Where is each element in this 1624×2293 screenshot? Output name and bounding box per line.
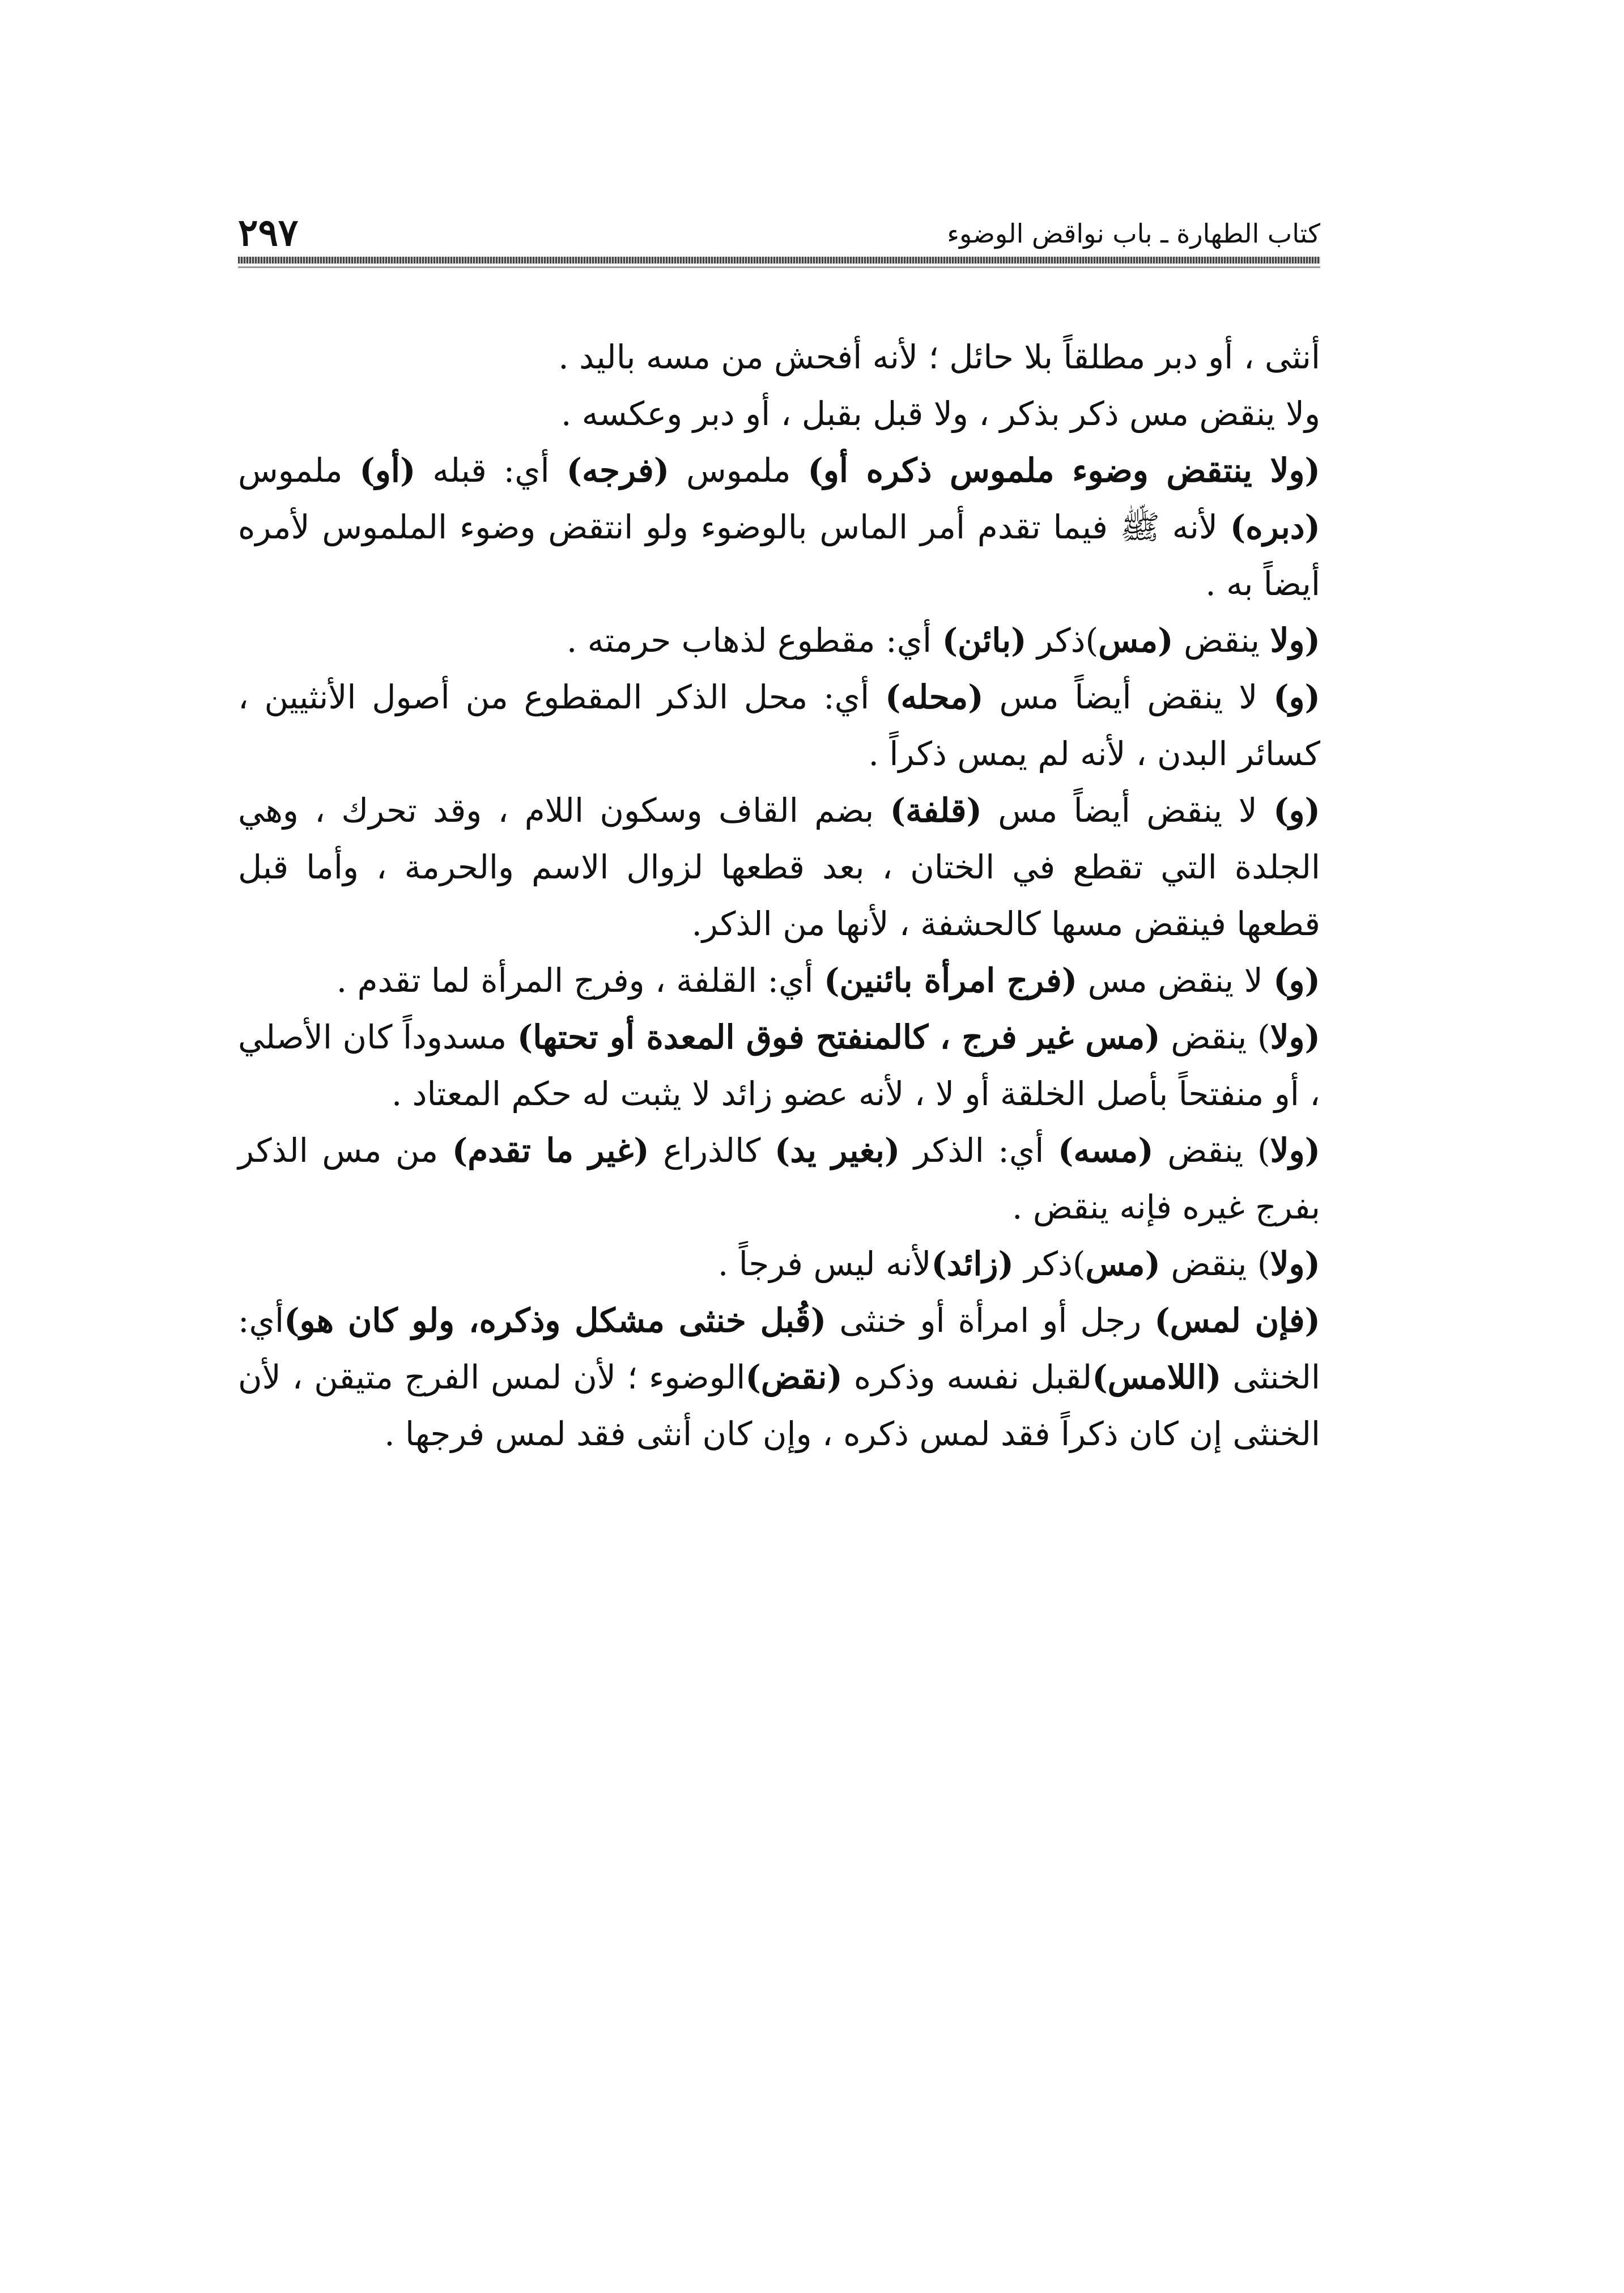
bold-text-run: (فرج امرأة بائنين) bbox=[823, 961, 1078, 1000]
bold-text-run: (أو) bbox=[359, 451, 416, 490]
bold-text-run: (مس غير فرج ، كالمنفتح فوق المعدة أو تحتها) bbox=[517, 1018, 1160, 1056]
text-run: لأنه ﷺ فيما تقدم أمر الماس بالوضوء ولو انتقض وضوء الملموس لأمره أيضاً به . bbox=[238, 508, 1320, 603]
bold-text-run: (فرجه) bbox=[566, 451, 670, 490]
text-run: لأنه ليس فرجاً . bbox=[717, 1245, 932, 1283]
text-run: ) ينقض bbox=[1153, 1131, 1270, 1170]
bold-text-run: (مس bbox=[1085, 1245, 1160, 1283]
text-run: أي: القلفة ، وفرج المرأة لما تقدم . bbox=[336, 961, 824, 1000]
body-text bbox=[238, 329, 1320, 1462]
header-rule bbox=[238, 257, 1320, 264]
paragraph bbox=[238, 669, 1320, 782]
text-run: أي: الخنثى bbox=[238, 1301, 1320, 1396]
bold-text-run: (غير ما تقدم) bbox=[452, 1131, 649, 1170]
text-run: مسدوداً كان الأصلي ، أو منفتحاً بأصل الخلقة أو لا ، لأنه عضو زائد لا يثبت له حكم المعتاد . bbox=[238, 1018, 1320, 1113]
header-rule-thin bbox=[238, 266, 1320, 268]
text-run: لا ينقض مس bbox=[1077, 961, 1274, 1000]
bold-text-run: (دبره) bbox=[1230, 508, 1320, 546]
paragraph bbox=[238, 1009, 1320, 1122]
paragraph bbox=[238, 1235, 1320, 1292]
bold-text-run: (مسه) bbox=[1057, 1131, 1154, 1170]
chapter-title: كتاب الطهارة ـ باب نواقض الوضوء bbox=[947, 218, 1320, 249]
text-run: أنثى ، أو دبر مطلقاً بلا حائل ؛ لأنه أفحش من مسه باليد . bbox=[558, 338, 1320, 376]
text-run: أي: قبله bbox=[415, 451, 567, 490]
text-run: )ذكر bbox=[1013, 1245, 1086, 1283]
text-run: رجل أو امرأة أو خنثى bbox=[826, 1301, 1155, 1340]
text-run: لقبل نفسه وذكره bbox=[842, 1358, 1092, 1396]
bold-text-run: (ولا bbox=[1270, 1018, 1320, 1056]
bold-text-run: (ولا bbox=[1270, 1131, 1321, 1170]
paragraph bbox=[238, 612, 1320, 669]
text-run: أي: الذكر bbox=[900, 1131, 1058, 1170]
bold-text-run: (ولا bbox=[1270, 621, 1320, 660]
bold-text-run: (بغير يد) bbox=[774, 1131, 900, 1170]
text-run: ولا ينقض مس ذكر بذكر ، ولا قبل بقبل ، أو دبر وعكسه . bbox=[560, 394, 1320, 433]
bold-text-run: (و) bbox=[1273, 961, 1320, 1000]
text-run: ملموس bbox=[669, 451, 808, 490]
bold-text-run: (قلفة) bbox=[890, 791, 982, 830]
bold-text-run: (فإن لمس) bbox=[1154, 1301, 1321, 1340]
paragraph bbox=[238, 329, 1320, 385]
text-run: أي: محل الذكر المقطوع من أصول الأنثيين ، كسائر البدن ، لأنه لم يمس ذكراً . bbox=[238, 678, 1320, 773]
bold-text-run: (نقض) bbox=[745, 1358, 843, 1396]
text-run: )ذكر bbox=[1026, 621, 1099, 660]
bold-text-run: (قُبل خنثى مشكل وذكره، ولو كان هو) bbox=[284, 1301, 827, 1340]
paragraph bbox=[238, 385, 1320, 442]
text-run: ) ينقض bbox=[1160, 1245, 1270, 1283]
text-run: لا ينقض أيضاً مس bbox=[983, 678, 1274, 716]
paragraph bbox=[238, 952, 1320, 1009]
text-run: كالذراع bbox=[649, 1131, 775, 1170]
bold-text-run: (مس bbox=[1098, 621, 1174, 660]
paragraph bbox=[238, 782, 1320, 952]
bold-text-run: (ولا ينتقض وضوء ملموس ذكره أو) bbox=[807, 451, 1320, 490]
page-number: ٢٩٧ bbox=[238, 210, 299, 254]
bold-text-run: (محله) bbox=[885, 678, 984, 716]
bold-text-run: (اللامس) bbox=[1092, 1358, 1222, 1396]
bold-text-run: (ولا bbox=[1270, 1245, 1320, 1283]
bold-text-run: (و) bbox=[1273, 791, 1320, 830]
running-header bbox=[238, 210, 1320, 255]
text-run: من مس الذكر بفرج غيره فإنه ينقض . bbox=[238, 1131, 1320, 1226]
bold-text-run: (و) bbox=[1273, 678, 1320, 716]
bold-text-run: (زائد) bbox=[931, 1245, 1014, 1283]
text-run: ملموس bbox=[238, 451, 360, 490]
paragraph bbox=[238, 442, 1320, 612]
paragraph bbox=[238, 1122, 1320, 1235]
text-run: الوضوء ؛ لأن لمس الفرج متيقن ، لأن الخنثى إن كان ذكراً فقد لمس ذكره ، وإن كان أنثى فقد لمس فرجها . bbox=[238, 1358, 1320, 1453]
bold-text-run: (بائن) bbox=[942, 621, 1027, 660]
text-run: ينقض bbox=[1173, 621, 1270, 660]
paragraph bbox=[238, 1292, 1320, 1462]
text-run: بضم القاف وسكون اللام ، وقد تحرك ، وهي الجلدة التي تقطع في الختان ، بعد قطعها لزوال الاسم والحرمة ، وأما قبل قطعها فينقض مسها كالحشفة ، لأنها من الذكر. bbox=[238, 791, 1320, 943]
text-run: ) ينقض bbox=[1160, 1018, 1270, 1056]
text-run: لا ينقض أيضاً مس bbox=[981, 791, 1274, 830]
text-run: أي: مقطوع لذهاب حرمته . bbox=[566, 621, 942, 660]
